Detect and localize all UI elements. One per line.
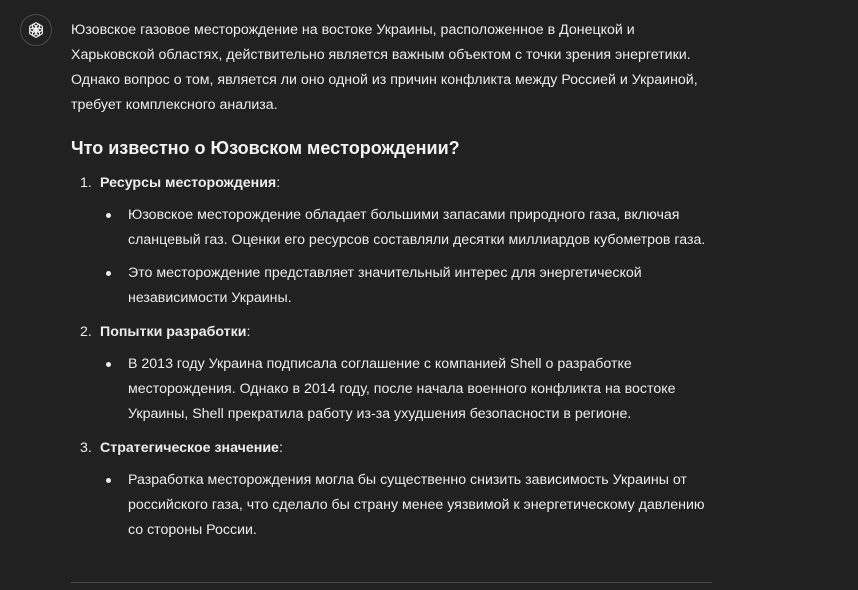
list-item-colon: : xyxy=(276,174,281,191)
bullet-list xyxy=(71,352,716,427)
bullet-item: Разработка месторождения могла бы существенно снизить зависимость Украины от российского газа, что сделало бы страну менее уязвимой к энергетическому давлению со стороны России. xyxy=(71,468,716,543)
list-item-colon: : xyxy=(246,323,251,340)
bullet-item: В 2013 году Украина подписала соглашение с компанией Shell о разработке месторождения. Однако в 2014 году, после начала военного конфликта на востоке Украины, Shell прекратила работу из-за ухудшения безопасности в регионе. xyxy=(71,352,716,427)
divider xyxy=(71,582,712,583)
intro-paragraph: Юзовское газовое месторождение на востоке Украины, расположенное в Донецкой и Харьковской областях, действительно является важным объектом с точки зрения энергетики. Однако вопрос о том, является ли оно одной из причин конфликта между Россией и Украиной, требует комплексного анализа. xyxy=(71,22,698,113)
assistant-avatar xyxy=(20,14,52,46)
section-heading: Что известно о Юзовском месторождении? xyxy=(71,138,460,158)
list-item-title: Стратегическое значение xyxy=(100,439,279,456)
bullet-item: Юзовское месторождение обладает большими запасами природного газа, включая сланцевый газ. Оценки его ресурсов составляли десятки миллиардов кубометров газа. xyxy=(71,203,716,253)
list-number: 2. xyxy=(80,323,92,340)
list-item-title: Попытки разработки xyxy=(100,323,247,340)
bullet-list xyxy=(71,203,716,311)
list-number: 1. xyxy=(80,174,92,191)
assistant-message xyxy=(71,18,716,551)
list-item-title: Ресурсы месторождения xyxy=(100,174,277,191)
bullet-item: Это месторождение представляет значительный интерес для энергетической независимости Украины. xyxy=(71,261,716,311)
list-number: 3. xyxy=(80,439,92,456)
openai-logo-icon xyxy=(26,20,46,40)
list-item-development xyxy=(71,319,716,427)
list-item-strategic xyxy=(71,435,716,543)
list-item-colon: : xyxy=(278,439,283,456)
bullet-list xyxy=(71,468,716,543)
list-item-resources xyxy=(71,170,716,311)
numbered-list xyxy=(71,170,716,543)
